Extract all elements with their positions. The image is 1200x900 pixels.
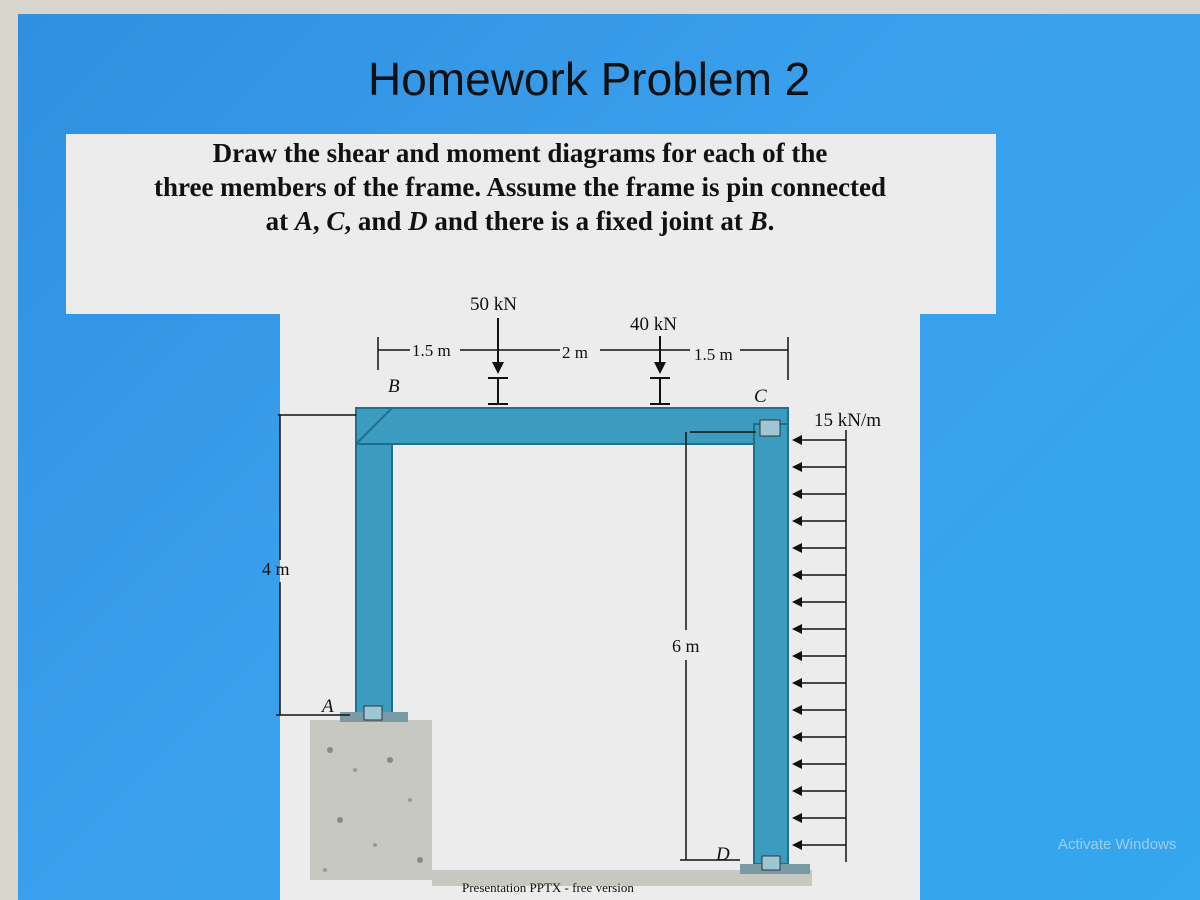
load-arrowhead [792,705,802,715]
load-arrowhead [792,840,802,850]
dist-load-label: 15 kN/m [814,410,882,431]
prompt-line-2: three members of the frame. Assume the frame is pin connected [153,172,887,202]
load-arrowhead [792,489,802,499]
point-load-40-arrow [650,336,670,404]
load-arrowhead [792,516,802,526]
height-left-label: 4 m [262,559,290,579]
footer-text: Presentation PPTX - free version [462,880,634,895]
load-arrowhead [792,543,802,553]
load-40-label: 40 kN [630,314,677,335]
dim-left-label: 1.5 m [412,341,451,360]
load-arrowhead [792,813,802,823]
height-right-label: 6 m [672,636,700,656]
point-load-50-arrow [488,318,508,404]
pin-D-icon [762,856,780,870]
load-arrowhead [792,651,802,661]
slide-title: Homework Problem 2 [368,53,811,105]
load-arrowhead [792,597,802,607]
load-arrowhead [792,435,802,445]
point-D-label: D [716,844,730,865]
member-CD [754,424,788,864]
load-arrowhead [792,678,802,688]
load-arrowhead [792,570,802,580]
ground-support [310,720,812,886]
pin-A-icon [364,706,382,720]
member-AB [356,414,392,714]
distributed-load-arrows [792,430,846,862]
member-BC [356,408,788,444]
prompt-line-1: Draw the shear and moment diagrams for each of the [212,138,828,168]
load-50-label: 50 kN [470,294,517,315]
dim-right-label: 1.5 m [694,345,733,364]
load-arrowhead [792,759,802,769]
point-C-label: C [754,386,767,407]
activate-windows-watermark: Activate Windows [1058,836,1177,853]
point-A-label: A [322,696,334,717]
point-B-label: B [388,376,400,397]
load-arrowhead [792,732,802,742]
load-arrowhead [792,786,802,796]
pin-C-icon [760,420,780,436]
load-arrowhead [792,462,802,472]
load-arrowhead [792,624,802,634]
prompt-line-3: at A, C, and D and there is a fixed joint at B. [265,206,775,236]
dim-mid-label: 2 m [562,343,588,362]
